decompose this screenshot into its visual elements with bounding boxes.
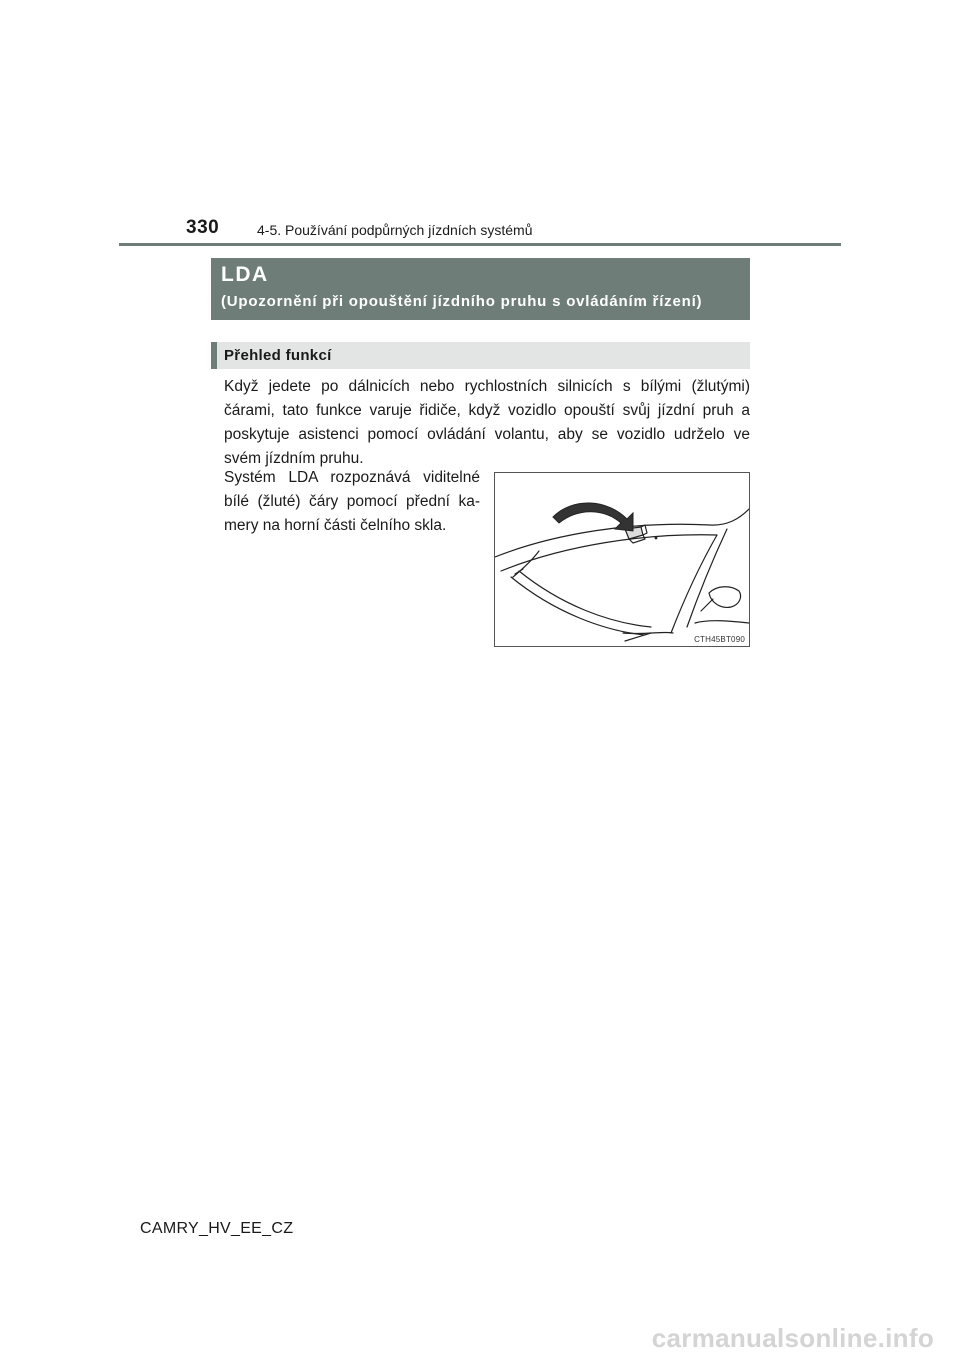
- footer-model-code: CAMRY_HV_EE_CZ: [140, 1220, 294, 1237]
- chapter-title: 4-5. Používání podpůrných jízdních systémů: [257, 222, 533, 238]
- subsection-heading: Přehled funkcí: [211, 342, 750, 369]
- header-divider: [119, 243, 841, 246]
- windshield-drawing: [495, 473, 749, 646]
- figure-code: CTH45BT090: [694, 635, 745, 644]
- windshield-top-line: [501, 535, 717, 571]
- windshield-bottom-outer: [511, 577, 645, 635]
- right-pillar-inner: [671, 535, 717, 633]
- title-main: LDA: [221, 263, 269, 286]
- windshield-camera-illustration: [494, 472, 750, 647]
- right-pillar-outer: [687, 529, 727, 627]
- page-number: 330: [186, 217, 220, 238]
- body-paragraph-2: Systém LDA rozpoznává viditelné bílé (žluté) čáry pomocí přední ka-mery na horní části čelního skla.: [224, 469, 480, 534]
- windshield-bottom-inner: [519, 571, 651, 627]
- pointer-arrow-icon: [553, 503, 633, 531]
- body-paragraph-1: Když jedete po dálnicích nebo rychlostních silnicích s bílými (žlutými) čárami, tato funkce varuje řidiče, když vozidlo opouští svůj jízdní pruh a poskytuje asistenci pomocí ovládání volantu, aby se vozidlo udrželo ve svém jízdním pruhu.: [224, 378, 750, 467]
- title-subtitle: (Upozornění při opouštění jízdního pruhu s ovládáním řízení): [221, 293, 703, 310]
- side-mirror: [709, 587, 741, 608]
- section-title-box: [211, 258, 750, 320]
- watermark-text: carmanualsonline.info: [651, 1323, 934, 1353]
